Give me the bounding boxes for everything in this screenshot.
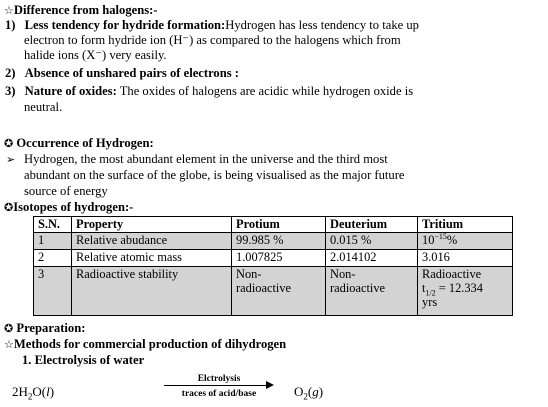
isotopes-heading: ✪Isotopes of hydrogen:-: [4, 200, 134, 214]
gear-bullet-icon: ✪: [4, 201, 14, 214]
cell-tritium: 3.016: [418, 250, 513, 267]
cell-protium: 1.007825: [232, 250, 326, 267]
table-header-row: [34, 217, 513, 233]
column-header-sn: S.N.: [34, 217, 72, 233]
gear-bullet-icon: ✪: [4, 137, 14, 150]
cell-protium: 99.985 %: [232, 233, 326, 250]
cell-sn: 3: [34, 267, 72, 316]
arrow-condition-above: Elctrolysis: [197, 374, 241, 384]
equation-rhs: $O_2(g)$: [294, 384, 324, 402]
star-icon: ☆: [4, 4, 14, 17]
reaction-arrow: [160, 372, 278, 400]
difference-item-1-line3: halide ions (X⁻) very easily.: [24, 48, 167, 62]
occurrence-bullet: [6, 152, 15, 167]
cell-property: Radioactive stability: [72, 267, 232, 316]
cell-deuterium: 0.015 %: [326, 233, 418, 250]
difference-heading: ☆Difference from halogens:-: [4, 3, 158, 17]
difference-item-3-line2: neutral.: [24, 100, 63, 114]
cell-deuterium: Non- radioactive: [326, 267, 418, 316]
star-icon: ☆: [4, 338, 14, 351]
arrow-bullet-icon: ➢: [6, 153, 16, 166]
column-header-protium: Protium: [232, 217, 326, 233]
difference-item-1: 1) Less tendency for hydride formation:Hydrogen has less tendency to take up: [5, 18, 419, 32]
equation-lhs: $2H_2O(l)$: [12, 384, 55, 402]
cell-property: Relative abudance: [72, 233, 232, 250]
table-row: [34, 250, 513, 267]
table-row: [34, 267, 513, 316]
preparation-heading: ✪ Preparation:: [4, 321, 86, 335]
occurrence-line1: Hydrogen, the most abundant element in the universe and the third most: [24, 152, 388, 166]
difference-item-1-line2: electron to form hydride ion (H⁻) as compared to the halogens which from: [24, 33, 401, 47]
cell-tritium: $10^{-15}\%$: [418, 233, 513, 250]
cell-property: Relative atomic mass: [72, 250, 232, 267]
difference-item-2: 2) Absence of unshared pairs of electrons :: [5, 66, 239, 80]
cell-tritium: Radioactive $t_{1/2} = 12.334$ yrs: [418, 267, 513, 316]
occurrence-line3: source of energy: [24, 184, 108, 198]
column-header-deuterium: Deuterium: [326, 217, 418, 233]
difference-item-3: 3) Nature of oxides: The oxides of halogens are acidic while hydrogen oxide is: [5, 84, 414, 98]
cell-deuterium: 2.014102: [326, 250, 418, 267]
method-1: 1. Electrolysis of water: [22, 353, 145, 367]
occurrence-line2: abundant on the surface of the globe, is being visualised as the major future: [24, 168, 405, 182]
cell-sn: 2: [34, 250, 72, 267]
methods-heading: ☆Methods for commercial production of dihydrogen: [4, 337, 287, 351]
table-row: [34, 233, 513, 250]
column-header-tritium: Tritium: [418, 217, 513, 233]
cell-protium: Non- radioactive: [232, 267, 326, 316]
column-header-property: Property: [72, 217, 232, 233]
gear-bullet-icon: ✪: [4, 322, 14, 335]
isotopes-table: [33, 216, 513, 316]
arrow-condition-below: traces of acid/base: [181, 389, 257, 399]
cell-sn: 1: [34, 233, 72, 250]
arrow-line: [164, 385, 270, 386]
occurrence-heading: ✪ Occurrence of Hydrogen:: [4, 136, 154, 150]
